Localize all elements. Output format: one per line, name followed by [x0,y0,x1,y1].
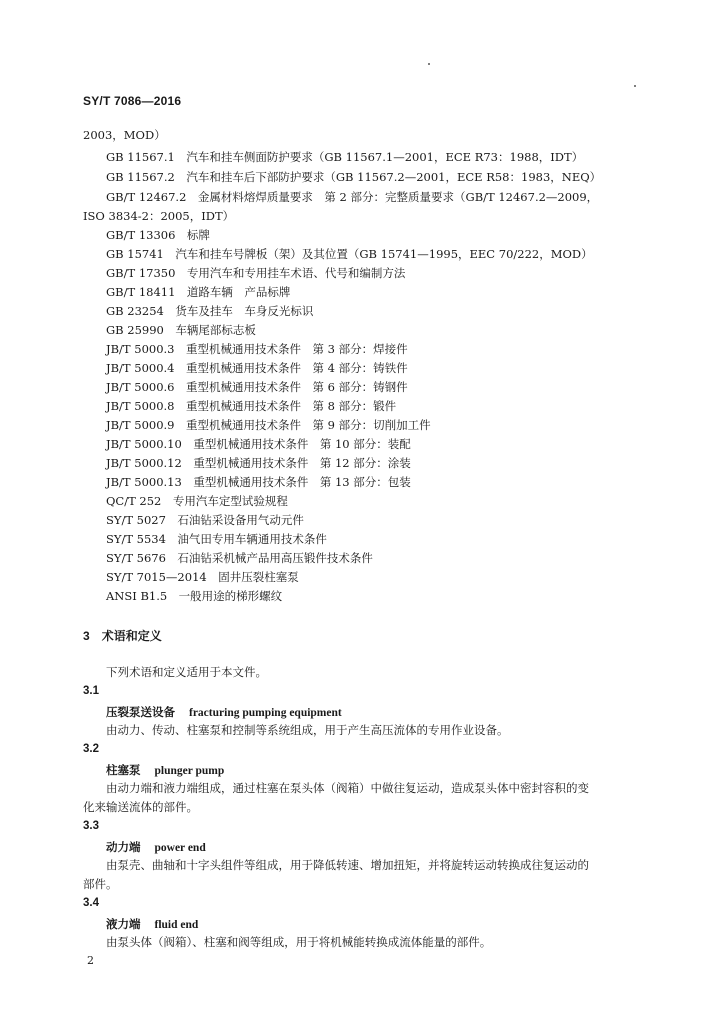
term-definition: 由泵头体（阀箱）、柱塞和阀等组成，用于将机械能转换成流体能量的部件。 [106,935,492,949]
term-definition-cont: 化来输送流体的部件。 [83,800,198,814]
reference-line: JB/T 5000.3 重型机械通用技术条件 第 3 部分：焊接件 [106,342,408,356]
reference-line: SY/T 7015—2014 固井压裂柱塞泵 [106,570,299,584]
reference-line: JB/T 5000.6 重型机械通用技术条件 第 6 部分：铸钢件 [106,380,408,394]
reference-line: GB/T 17350 专用汽车和专用挂车术语、代号和编制方法 [106,266,406,280]
term-number: 3.3 [83,820,99,832]
term-en: fluid end [154,919,199,931]
reference-line: JB/T 5000.4 重型机械通用技术条件 第 4 部分：铸铁件 [106,361,408,375]
term-en: plunger pump [154,765,225,777]
term-en: power end [154,842,206,854]
term-number: 3.1 [83,685,99,697]
term-definition: 由动力、传动、柱塞泵和控制等系统组成，用于产生高压流体的专用作业设备。 [106,723,509,737]
reference-line: GB 15741 汽车和挂车号牌板（架）及其位置（GB 15741—1995，EEC 70/222，MOD） [106,247,593,261]
reference-line: QC/T 252 专用汽车定型试验规程 [106,494,288,508]
reference-line: SY/T 5027 石油钻采设备用气动元件 [106,513,304,527]
term-definition: 由动力端和液力端组成，通过柱塞在泵头体（阀箱）中做往复运动，造成泵头体中密封容积的变 [106,781,589,795]
section-heading [83,627,162,644]
term-zh: 动力端 [106,840,141,854]
reference-line: GB 11567.2 汽车和挂车后下部防护要求（GB 11567.2—2001，ECE R58：1983，NEQ） [106,170,602,184]
reference-line: GB/T 13306 标牌 [106,228,210,242]
reference-line: GB/T 18411 道路车辆 产品标牌 [106,285,291,299]
term-definition-cont: 部件。 [83,877,118,891]
reference-line: SY/T 5534 油气田专用车辆通用技术条件 [106,532,327,546]
reference-line: ANSI B1.5 一般用途的梯形螺纹 [106,589,283,603]
term-name [106,839,206,855]
page-number: 2 [87,954,94,967]
reference-line: 2003，MOD） [83,128,166,142]
term-zh: 液力端 [106,917,141,931]
term-name [106,762,224,778]
reference-line: ISO 3834-2：2005，IDT） [83,209,235,223]
reference-line: JB/T 5000.13 重型机械通用技术条件 第 13 部分：包装 [106,475,411,489]
reference-line: JB/T 5000.9 重型机械通用技术条件 第 9 部分：切削加工件 [106,418,431,432]
term-name [106,704,342,720]
doc-header-code: SY/T 7086—2016 [83,94,182,108]
reference-line: GB 25990 车辆尾部标志板 [106,323,256,337]
reference-line: JB/T 5000.12 重型机械通用技术条件 第 12 部分：涂装 [106,456,411,470]
term-number: 3.2 [83,743,99,755]
reference-line: JB/T 5000.10 重型机械通用技术条件 第 10 部分：装配 [106,437,411,451]
term-number: 3.4 [83,897,99,909]
scan-speck [634,85,636,87]
term-zh: 压裂泵送设备 [106,705,175,719]
term-name [106,916,198,932]
reference-line: JB/T 5000.8 重型机械通用技术条件 第 8 部分：锻件 [106,399,397,413]
reference-line: GB/T 12467.2 金属材料熔焊质量要求 第 2 部分：完整质量要求（GB/T 12467.2—2009， [106,190,599,204]
term-definition: 由泵壳、曲轴和十字头组件等组成，用于降低转速、增加扭矩，并将旋转运动转换成往复运动的 [106,858,589,872]
section-intro: 下列术语和定义适用于本文件。 [106,665,267,679]
scan-speck [428,63,430,65]
section-number: 3 [83,629,90,643]
section-title-text: 术语和定义 [101,629,162,643]
term-en: fracturing pumping equipment [189,707,342,719]
term-zh: 柱塞泵 [106,763,141,777]
reference-line: GB 11567.1 汽车和挂车侧面防护要求（GB 11567.1—2001，ECE R73：1988，IDT） [106,150,584,164]
reference-line: GB 23254 货车及挂车 车身反光标识 [106,304,314,318]
reference-line: SY/T 5676 石油钻采机械产品用高压锻件技术条件 [106,551,373,565]
